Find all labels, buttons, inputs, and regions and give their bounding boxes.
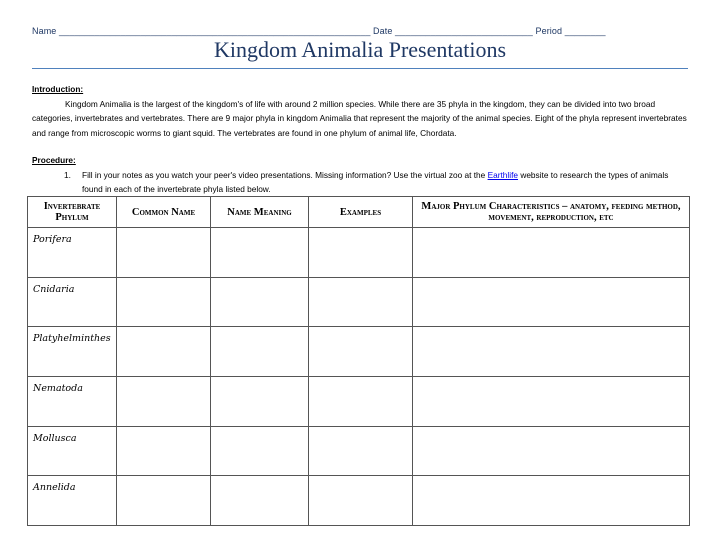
phylum-cell <box>28 228 117 278</box>
characteristics-cell[interactable] <box>413 327 690 377</box>
name-date-period-line: Name _____________________________________________________________ Date ___________________________ Period ________ <box>32 26 606 36</box>
phylum-cell <box>28 277 117 327</box>
table-row <box>28 376 690 426</box>
page-title: Kingdom Animalia Presentations <box>213 37 507 62</box>
introduction-heading: Introduction: <box>32 84 84 94</box>
phylum-cell <box>28 476 117 526</box>
phylum-name: Annelida <box>33 482 76 494</box>
name-meaning-cell[interactable] <box>211 327 309 377</box>
phylum-name: Cnidaria <box>33 283 75 295</box>
phylum-cell <box>28 426 117 476</box>
earthlife-link[interactable]: Earthlife <box>487 169 519 180</box>
phylum-cell <box>28 327 117 377</box>
examples-cell[interactable] <box>309 476 413 526</box>
header-invertebrate-phylum: Invertebrate Phylum <box>28 197 117 228</box>
procedure-step-number: 1. <box>64 169 71 180</box>
examples-cell[interactable] <box>309 426 413 476</box>
procedure-text-after-link: website to research the types of animals found in each of the invertebrate phyla listed below. <box>82 169 669 194</box>
common-name-cell[interactable] <box>117 476 211 526</box>
characteristics-cell[interactable] <box>413 228 690 278</box>
phylum-name: Mollusca <box>33 432 77 444</box>
introduction-section <box>32 82 688 140</box>
table-row <box>28 228 690 278</box>
name-meaning-cell[interactable] <box>211 376 309 426</box>
common-name-cell[interactable] <box>117 277 211 327</box>
title-divider <box>32 68 688 69</box>
table-row <box>28 426 690 476</box>
characteristics-cell[interactable] <box>413 426 690 476</box>
phylum-name: Platyhelminthes <box>33 333 111 345</box>
characteristics-cell[interactable] <box>413 476 690 526</box>
common-name-cell[interactable] <box>117 228 211 278</box>
table-row <box>28 277 690 327</box>
characteristics-cell[interactable] <box>413 376 690 426</box>
header-common-name: Common Name <box>117 197 211 228</box>
table-row <box>28 476 690 526</box>
examples-cell[interactable] <box>309 327 413 377</box>
name-meaning-cell[interactable] <box>211 228 309 278</box>
common-name-cell[interactable] <box>117 327 211 377</box>
procedure-text-before-link: Fill in your notes as you watch your peer's video presentations. Missing information? Use the virtual zoo at the <box>82 169 488 180</box>
common-name-cell[interactable] <box>117 376 211 426</box>
header-examples: Examples <box>309 197 413 228</box>
procedure-section <box>32 153 688 197</box>
table-header-row <box>28 197 690 228</box>
phylum-name: Nematoda <box>33 382 83 394</box>
examples-cell[interactable] <box>309 228 413 278</box>
common-name-cell[interactable] <box>117 426 211 476</box>
characteristics-cell[interactable] <box>413 277 690 327</box>
procedure-step-1 <box>32 168 688 197</box>
name-meaning-cell[interactable] <box>211 476 309 526</box>
examples-cell[interactable] <box>309 376 413 426</box>
examples-cell[interactable] <box>309 277 413 327</box>
phylum-cell <box>28 376 117 426</box>
header-major-characteristics: Major Phylum Characteristics – anatomy, feeding method, movement, reproduction, etc <box>413 197 690 228</box>
header-name-meaning: Name Meaning <box>211 197 309 228</box>
name-meaning-cell[interactable] <box>211 277 309 327</box>
table-row <box>28 327 690 377</box>
introduction-text: Kingdom Animalia is the largest of the kingdom's of life with around 2 million species. While there are 35 phyla in the kingdom, they can be divided into two broad categories, invertebrates and vertebrates. There are 9 major phyla in kingdom Animalia that represent the majority of the animal species. Eight of the phyla represent invertebrates and range from microscopic worms to giant squid. The vertebrates are found in one phylum of animal life, Chordata. <box>32 98 687 138</box>
invertebrate-phyla-table <box>27 196 690 526</box>
name-meaning-cell[interactable] <box>211 426 309 476</box>
procedure-heading: Procedure: <box>32 155 76 165</box>
phylum-name: Porifera <box>33 234 72 245</box>
